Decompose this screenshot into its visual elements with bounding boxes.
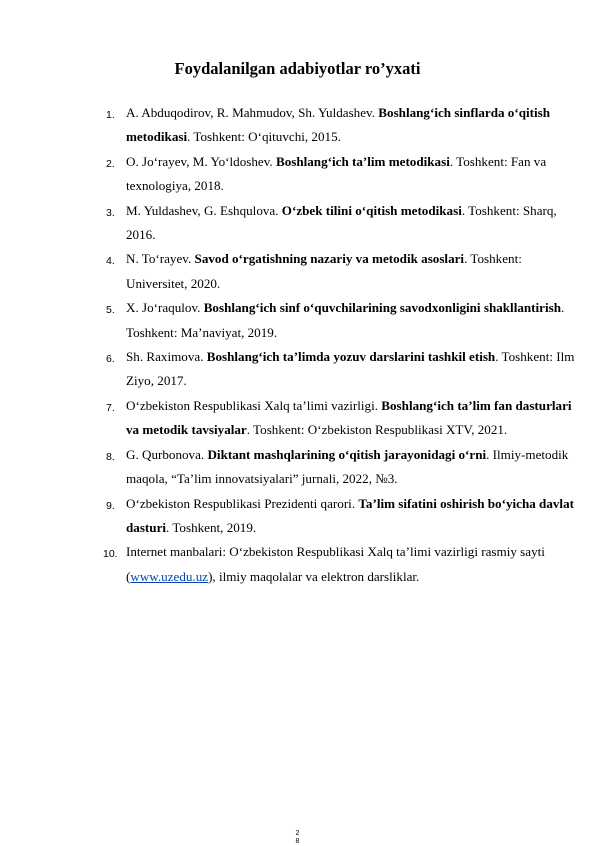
reference-item (0, 394, 595, 443)
reference-text (126, 349, 574, 388)
reference-title: O‘zbek tilini o‘qitish metodikasi (281, 202, 462, 218)
reference-number: 1. (106, 109, 115, 121)
reference-publisher: . Ilmiy-metodik maqola, “Ta’lim innovatsiyalari” jurnali, 2022, №3. (126, 446, 569, 487)
reference-number: 4. (106, 255, 115, 268)
reference-authors: G. Qurbonova. (126, 446, 208, 462)
page-number (0, 830, 595, 846)
reference-number: 8. (106, 450, 115, 463)
reference-publisher: . Toshkent: Ma’naviyat, 2019. (126, 300, 565, 340)
reference-authors: Sh. Raximova. (126, 349, 207, 365)
reference-text (126, 447, 568, 486)
reference-title: Ta’lim sifatini oshirish bo‘yicha davlat dasturi (126, 495, 574, 535)
reference-item (0, 345, 595, 394)
reference-title: Savod o‘rgatishning nazariy va metodik asoslari (194, 251, 465, 267)
reference-publisher: . Toshkent: Ilm Ziyo, 2017. (126, 349, 575, 389)
reference-number: 6. (106, 353, 115, 366)
reference-item (0, 150, 595, 199)
reference-title: Diktant mashqlarining o‘qitish jarayonidagi o‘rni (207, 446, 487, 462)
reference-number: 10. (103, 548, 118, 561)
reference-title: Boshlang‘ich ta’lim metodikasi (275, 153, 450, 169)
reference-authors: O‘zbekiston Respublikasi Prezidenti qarori. (126, 495, 359, 511)
reference-publisher: . Toshkent: Sharq, 2016. (126, 202, 557, 243)
reference-title: Boshlang‘ich ta’lim fan dasturlari va metodik tavsiyalar (126, 397, 572, 438)
reference-authors: O. Jo‘rayev, M. Yo‘ldoshev. (126, 153, 276, 169)
reference-item (0, 443, 595, 492)
reference-publisher: . Toshkent, 2019. (166, 519, 257, 535)
page-number-digit-2: 8 (295, 838, 300, 845)
reference-item (0, 296, 595, 345)
reference-description-end: ), ilmiy maqolalar va elektron darsliklar. (208, 568, 420, 584)
reference-authors: M. Yuldashev, G. Eshqulova. (126, 202, 282, 218)
reference-number: 7. (106, 401, 115, 414)
reference-number: 9. (106, 499, 115, 512)
reference-number: 2. (106, 157, 115, 170)
reference-number: 3. (106, 206, 115, 219)
reference-authors: O‘zbekiston Respublikasi Xalq ta’limi vazirligi. (126, 397, 382, 413)
reference-publisher: . Toshkent: O‘zbekiston Respublikasi XTV, 2021. (246, 422, 508, 438)
reference-description: Internet manbalari: O‘zbekiston Respublikasi Xalq ta’limi vazirligi rasmiy sayti ( (126, 544, 545, 584)
reference-text (126, 154, 546, 193)
reference-text (126, 251, 522, 290)
reference-item (0, 101, 595, 150)
reference-list (0, 101, 595, 589)
page-title: Foydalanilgan adabiyotlar ro’yxati (174, 59, 421, 78)
reference-authors: A. Abduqodirov, R. Mahmudov, Sh. Yuldashev. (126, 105, 379, 120)
reference-item (0, 199, 595, 248)
reference-authors: N. To‘rayev. (126, 251, 195, 267)
reference-text (126, 398, 572, 437)
reference-text (126, 544, 545, 583)
reference-publisher: . Toshkent: Fan va texnologiya, 2018. (126, 153, 547, 194)
reference-title: Boshlang‘ich sinf o‘quvchilarining savodxonligini shakllantirish (203, 300, 561, 316)
reference-item (0, 540, 595, 589)
reference-text (126, 203, 557, 242)
reference-publisher: . Toshkent: Universitet, 2020. (126, 251, 522, 291)
reference-item (0, 247, 595, 296)
reference-publisher: . Toshkent: O‘qituvchi, 2015. (187, 129, 341, 145)
reference-text (126, 105, 550, 144)
reference-text (126, 496, 574, 535)
reference-authors: X. Jo‘raqulov. (126, 300, 204, 316)
reference-number: 5. (106, 304, 115, 317)
page-number-digit-1: 2 (295, 830, 300, 837)
reference-text (126, 300, 564, 339)
reference-title: Boshlang‘ich sinflarda o‘qitish metodikasi (126, 105, 551, 145)
reference-title: Boshlang‘ich ta’limda yozuv darslarini tashkil etish (206, 349, 496, 365)
website-link[interactable]: www.uzedu.uz (130, 568, 209, 584)
reference-item (0, 492, 595, 541)
